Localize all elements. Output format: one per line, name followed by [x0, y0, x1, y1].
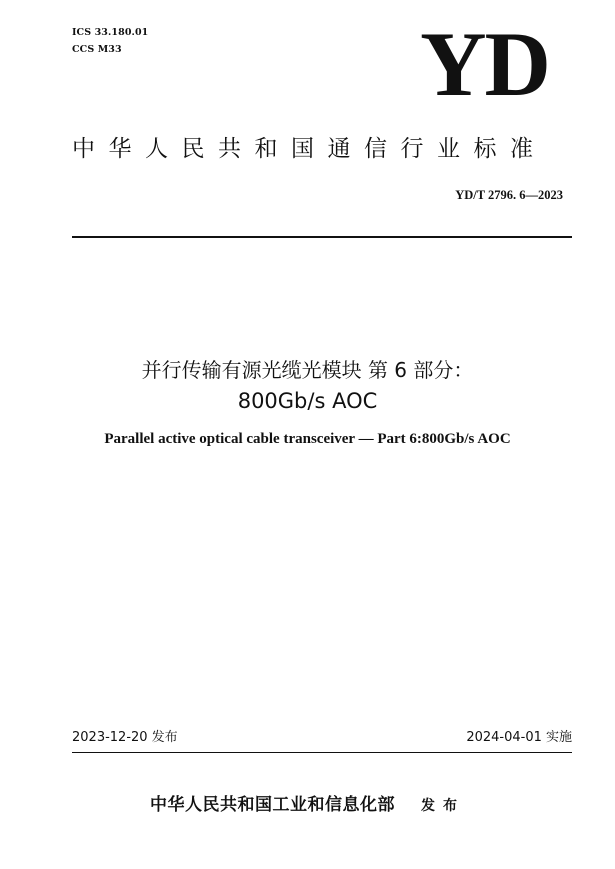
- ccs-code: CCS M33: [72, 44, 122, 55]
- header-divider: [72, 236, 572, 238]
- standard-number: YD/T 2796. 6—2023: [455, 188, 563, 202]
- title-english: Parallel active optical cable transceiver — Part 6:800Gb/s AOC: [104, 431, 511, 447]
- issuer-row: [0, 794, 615, 817]
- title-chinese-line-1: 并行传输有源光缆光模块 第 6 部分：: [141, 358, 474, 382]
- issue-date: 2023-12-20 发布: [72, 730, 178, 745]
- issuer-name: 中华人民共和国工业和信息化部: [150, 795, 395, 815]
- title-chinese-line-2: 800Gb/s AOC: [237, 389, 378, 413]
- yd-logo: YD: [420, 13, 549, 115]
- footer-divider: [72, 752, 572, 753]
- ics-code: ICS 33.180.01: [72, 27, 149, 38]
- standard-category-title: 中华人民共和国通信行业标准: [72, 136, 547, 162]
- issue-label: 发布: [421, 798, 465, 814]
- implementation-date: 2024-04-01 实施: [466, 730, 572, 745]
